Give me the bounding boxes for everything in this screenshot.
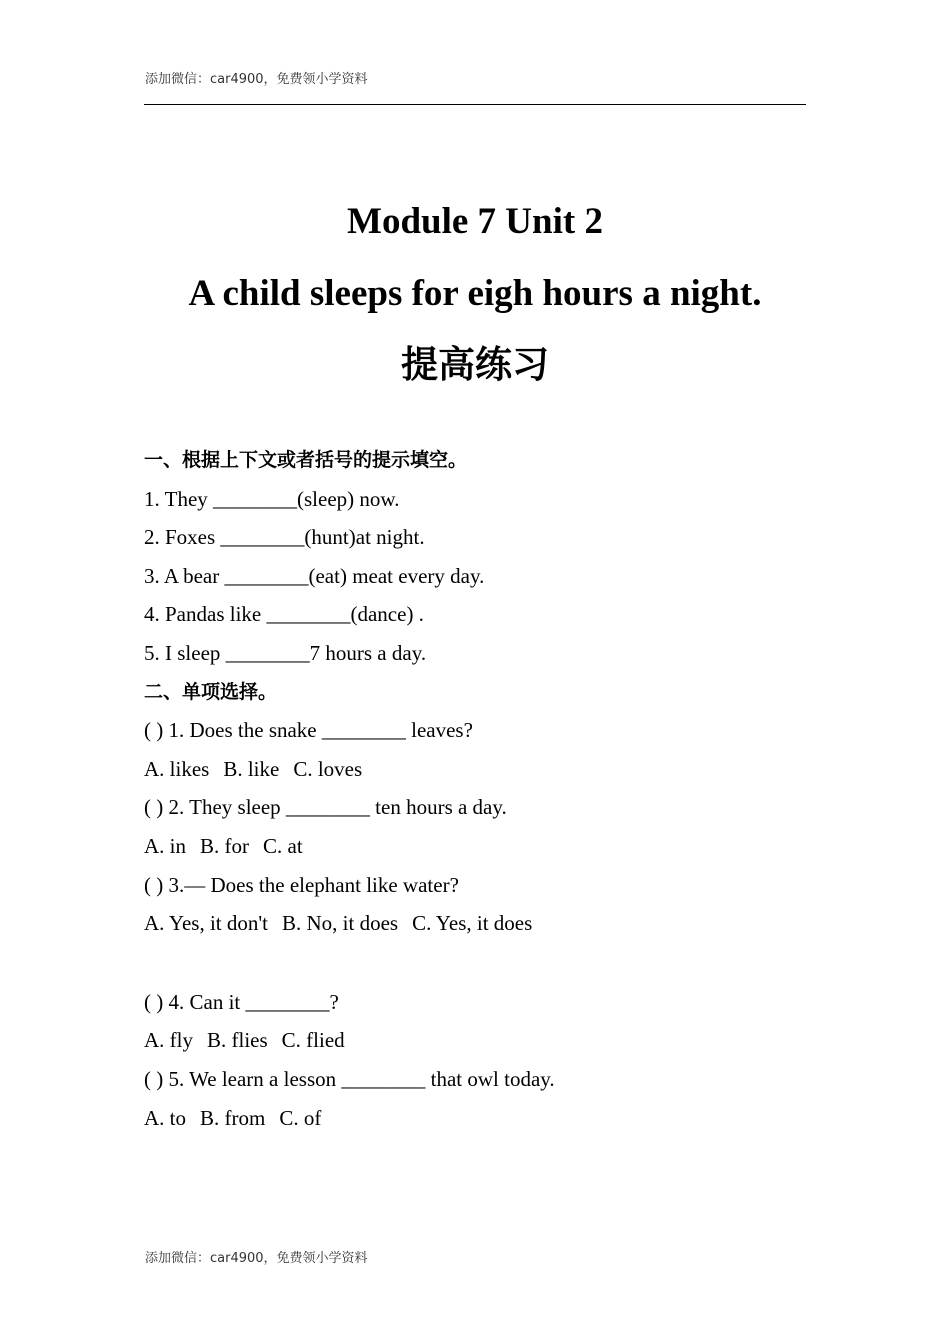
fill-blank-item-5: 5. I sleep ________7 hours a day. [144, 640, 427, 665]
section-2-heading: 二、单项选择。 [144, 680, 278, 703]
title-module: Module 7 Unit 2 [347, 201, 603, 242]
choice-options-5 [144, 1099, 824, 1138]
answer-paren: ( ) [144, 718, 164, 743]
header-divider [144, 104, 806, 105]
option-a: A. fly [144, 1028, 193, 1053]
question-text: 5. We learn a lesson ________ that owl today. [163, 1066, 555, 1091]
title-lesson: A child sleeps for eigh hours a night. [188, 273, 762, 314]
answer-paren: ( ) [144, 989, 164, 1014]
option-c: C. flied [281, 1028, 345, 1053]
fill-blank-item-1: 1. They ________(sleep) now. [144, 486, 400, 511]
option-c: C. loves [293, 756, 363, 781]
option-b: B. No, it does [281, 911, 399, 936]
fill-blank-item-4: 4. Pandas like ________(dance) . [144, 602, 424, 627]
question-text: 4. Can it ________? [163, 989, 339, 1014]
blank-line [144, 943, 824, 983]
question-text: 2. They sleep ________ ten hours a day. [163, 795, 507, 820]
answer-paren: ( ) [144, 872, 164, 897]
option-a: A. likes [144, 756, 210, 781]
answer-paren: ( ) [144, 795, 164, 820]
section-1-heading: 一、根据上下文或者括号的提示填空。 [144, 449, 468, 471]
title-exercise-type: 提高练习 [401, 343, 549, 386]
choice-question-5 [144, 1060, 824, 1099]
option-a: A. Yes, it don't [144, 911, 268, 936]
header-note: 添加微信：car4900，免费领小学资料 [145, 72, 368, 87]
option-b: B. for [200, 833, 249, 858]
footer-note: 添加微信：car4900，免费领小学资料 [145, 1251, 368, 1266]
worksheet-content [144, 441, 824, 1137]
choice-question-3 [144, 866, 824, 905]
question-text: 1. Does the snake ________ leaves? [163, 718, 473, 743]
option-c: C. at [263, 833, 303, 858]
option-c: C. Yes, it does [412, 911, 533, 936]
option-b: B. flies [207, 1028, 268, 1053]
choice-question-4 [144, 983, 824, 1022]
choice-options-1 [144, 750, 824, 789]
option-c: C. of [279, 1105, 322, 1130]
fill-blank-item-2: 2. Foxes ________(hunt)at night. [144, 525, 425, 550]
choice-question-1 [144, 711, 824, 750]
option-a: A. to [144, 1105, 186, 1130]
option-a: A. in [144, 833, 186, 858]
question-text: 3.— Does the elephant like water? [163, 872, 459, 897]
choice-options-2 [144, 827, 824, 866]
fill-blank-item-3: 3. A bear ________(eat) meat every day. [144, 563, 485, 588]
choice-options-4 [144, 1021, 824, 1060]
option-b: B. from [200, 1105, 266, 1130]
option-b: B. like [223, 756, 280, 781]
choice-options-3 [144, 904, 824, 943]
choice-question-2 [144, 788, 824, 827]
answer-paren: ( ) [144, 1066, 164, 1091]
